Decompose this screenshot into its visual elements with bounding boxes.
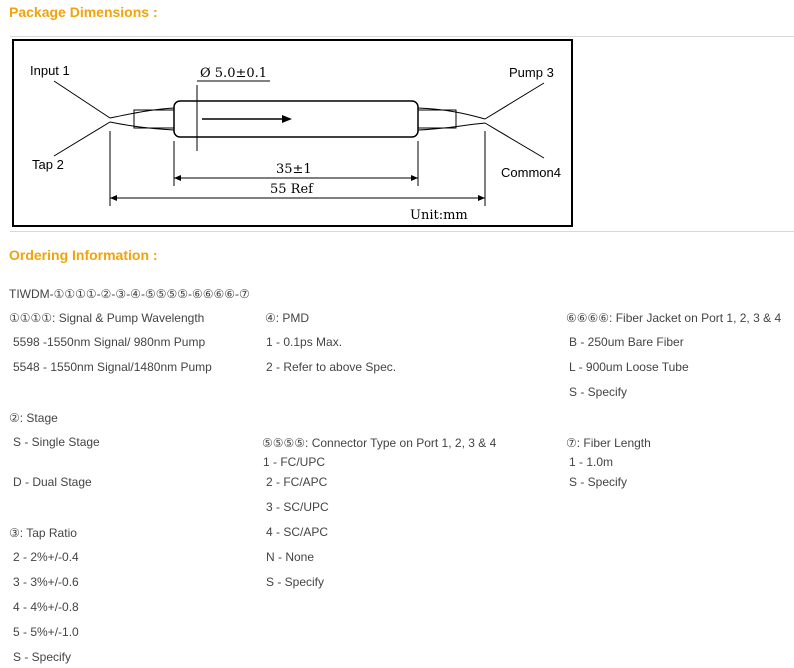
tap-ratio-title: ③: Tap Ratio <box>9 526 77 540</box>
tap-ratio-item: S - Specify <box>13 650 72 664</box>
connector-item: 2 - FC/APC <box>266 475 328 489</box>
wavelength-item: 5548 - 1550nm Signal/1480nm Pump <box>13 360 212 374</box>
diagram-drawing <box>14 41 571 225</box>
label-diameter: Ø 5.0±0.1 <box>200 66 268 81</box>
label-ref: 55 Ref <box>270 182 313 197</box>
jacket-title: ⑥⑥⑥⑥: Fiber Jacket on Port 1, 2, 3 & 4 <box>566 311 782 325</box>
connector-item: N - None <box>266 550 315 564</box>
fiber-length-item: S - Specify <box>569 475 628 489</box>
label-input1: Input 1 <box>30 63 70 78</box>
connector-title: ⑤⑤⑤⑤: Connector Type on Port 1, 2, 3 & 4 <box>262 436 497 450</box>
connector-item: 3 - SC/UPC <box>266 500 329 514</box>
tap-ratio-item: 5 - 5%+/-1.0 <box>13 625 79 639</box>
fiber-length-title: ⑦: Fiber Length <box>566 436 651 450</box>
jacket-item: B - 250um Bare Fiber <box>569 335 684 349</box>
tap-ratio-item: 3 - 3%+/-0.6 <box>13 575 79 589</box>
jacket-item: L - 900um Loose Tube <box>569 360 689 374</box>
connector-item: 4 - SC/APC <box>266 525 329 539</box>
fiber-length-item: 1 - 1.0m <box>569 455 614 469</box>
pmd-item: 1 - 0.1ps Max. <box>266 335 343 349</box>
ordering-information-heading: Ordering Information : <box>9 247 158 263</box>
stage-title: ②: Stage <box>9 411 58 425</box>
wavelength-item: 5598 -1550nm Signal/ 980nm Pump <box>13 335 206 349</box>
connector-item: 1 - FC/UPC <box>263 455 326 469</box>
label-length: 35±1 <box>276 162 312 177</box>
package-dimensions-heading: Package Dimensions : <box>9 4 158 20</box>
right-fibers <box>418 83 544 158</box>
label-tap2: Tap 2 <box>32 157 64 172</box>
jacket-item: S - Specify <box>569 385 628 399</box>
left-fibers <box>54 81 174 156</box>
stage-item: D - Dual Stage <box>13 475 92 489</box>
label-unit: Unit:mm <box>410 208 468 223</box>
arrow-head <box>282 115 292 123</box>
label-pump3: Pump 3 <box>509 65 554 80</box>
pmd-title: ④: PMD <box>265 311 310 325</box>
part-number: TIWDM-①①①①-②-③-④-⑤⑤⑤⑤-⑥⑥⑥⑥-⑦ <box>9 287 250 301</box>
connector-item: S - Specify <box>266 575 325 589</box>
pmd-item: 2 - Refer to above Spec. <box>266 360 397 374</box>
wavelength-title: ①①①①: Signal & Pump Wavelength <box>9 311 205 325</box>
right-boot <box>418 110 456 128</box>
tap-ratio-item: 2 - 2%+/-0.4 <box>13 550 79 564</box>
tap-ratio-item: 4 - 4%+/-0.8 <box>13 600 79 614</box>
package-diagram <box>12 39 573 227</box>
stage-item: S - Single Stage <box>13 435 100 449</box>
label-common4: Common4 <box>501 165 561 180</box>
